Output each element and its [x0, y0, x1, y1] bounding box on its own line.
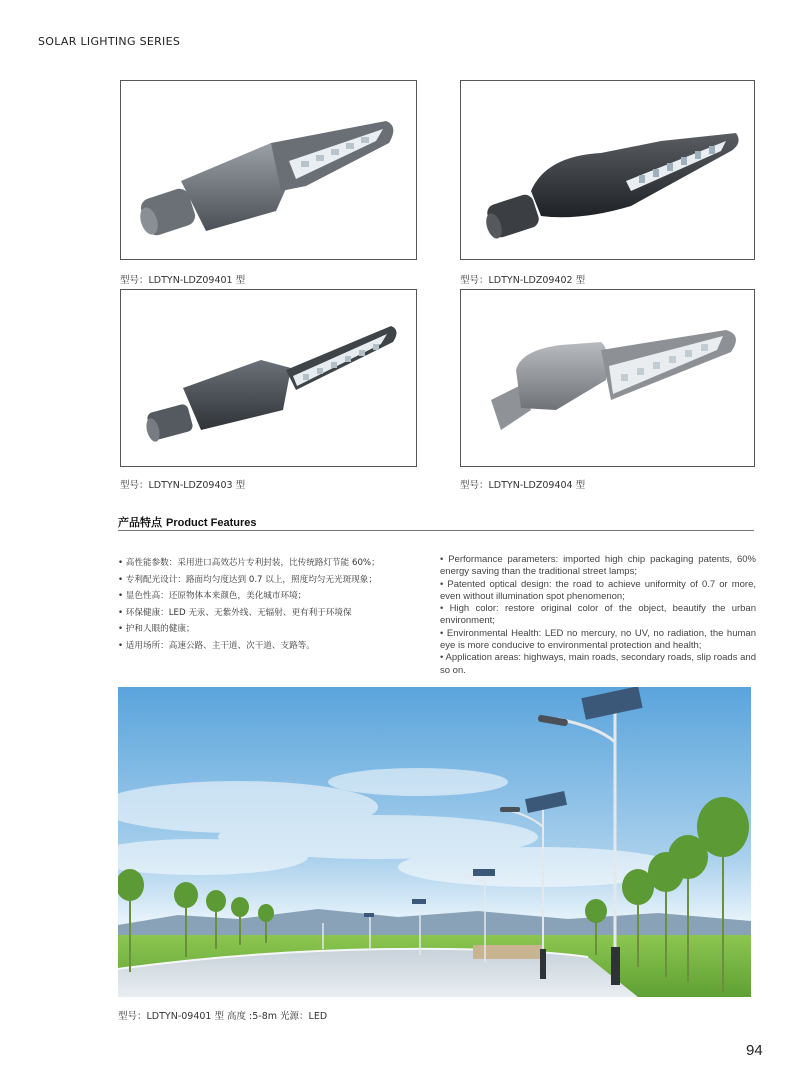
product-image-09404 — [460, 289, 755, 467]
page-number: 94 — [746, 1042, 763, 1059]
features-heading — [118, 514, 256, 530]
features-title-cn: 产品特点 — [118, 516, 162, 529]
product-caption: 型号：LDTYN-LDZ09404 型 — [460, 480, 586, 491]
section-divider — [118, 530, 754, 531]
street-light-09403-illustration — [121, 290, 416, 466]
product-caption: 型号：LDTYN-LDZ09403 型 — [120, 480, 246, 491]
features-list-cn — [118, 555, 418, 655]
feature-item-cn: • 环保健康：LED 无汞、无紫外线、无辐射、更有利于环境保 — [118, 607, 352, 618]
feature-item-cn: • 护和人眼的健康； — [118, 624, 195, 635]
feature-item-cn: • 显色性高：还原物体本来颜色，美化城市环境； — [118, 591, 307, 602]
street-light-09402-illustration — [461, 81, 754, 259]
feature-item-en: • Environmental Health: LED no mercury, no UV, no radiation, the human eye is more conducive to environmental protection and health; — [440, 627, 756, 652]
features-title-en: Product Features — [166, 517, 257, 529]
scene-caption: 型号：LDTYN-09401 型 高度 :5-8m 光源：LED — [118, 1011, 328, 1022]
feature-item-cn: • 专利配光设计：路面均匀度达到 0.7 以上，照度均匀无光斑现象； — [118, 574, 377, 585]
product-caption: 型号：LDTYN-LDZ09402 型 — [460, 275, 586, 286]
series-title: SOLAR LIGHTING SERIES — [38, 35, 181, 48]
feature-item-cn: • 高性能参数：采用进口高效芯片专利封装，比传统路灯节能 60%； — [118, 558, 380, 568]
features-list-en — [440, 554, 756, 677]
street-light-09401-illustration — [121, 81, 416, 259]
feature-item-cn: • 适用场所：高速公路、主干道、次干道、支路等。 — [118, 640, 315, 651]
product-image-09402 — [460, 80, 755, 260]
product-caption: 型号：LDTYN-LDZ09401 型 — [120, 275, 246, 286]
product-image-09403 — [120, 289, 417, 467]
feature-item-en: • High color: restore original color of the object, beautify the urban environment; — [440, 603, 756, 627]
feature-item-en: • Performance parameters: imported high chip packaging patents, 60% energy saving than the traditional street lamps; — [440, 554, 756, 578]
street-light-09404-illustration — [461, 290, 754, 466]
installation-photo — [118, 687, 751, 997]
feature-item-en: • Application areas: highways, main roads, secondary roads, slip roads and so on. — [440, 652, 756, 676]
product-image-09401 — [120, 80, 417, 260]
feature-item-en: • Patented optical design: the road to achieve uniformity of 0.7 or more, even without illumination spot phenomenon; — [440, 578, 756, 602]
solar-street-lights-scene — [118, 687, 751, 997]
